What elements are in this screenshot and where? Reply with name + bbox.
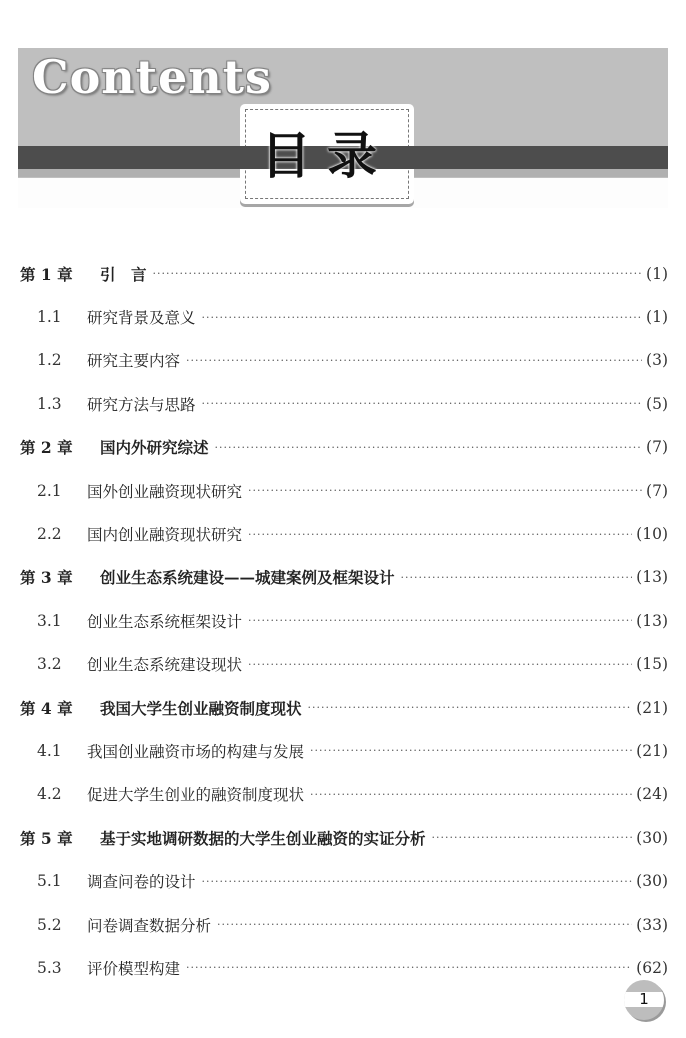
entry-title: 研究背景及意义 <box>87 309 196 328</box>
entry-number: 1.3 <box>37 394 62 413</box>
entry-number: 第 3 章 <box>20 568 73 588</box>
entry-title: 我国创业融资市场的构建与发展 <box>87 742 305 761</box>
dot-leader <box>248 528 632 541</box>
page-title: 目录 <box>261 126 393 185</box>
entry-number: 4.1 <box>37 741 62 760</box>
entry-title: 创业生态系统建设现状 <box>87 656 243 675</box>
page-number-badge <box>624 980 664 1020</box>
dot-leader <box>401 571 633 584</box>
toc-section-entry[interactable] <box>20 946 668 989</box>
entry-number: 2.2 <box>37 525 62 544</box>
entry-title: 基于实地调研数据的大学生创业融资的实证分析 <box>100 828 426 848</box>
toc-section-entry[interactable] <box>20 512 668 555</box>
toc-section-entry[interactable] <box>20 339 668 382</box>
entry-title: 评价模型构建 <box>87 959 181 978</box>
toc-section-entry[interactable] <box>20 469 668 512</box>
toc-section-entry[interactable] <box>20 903 668 946</box>
entry-number: 第 2 章 <box>20 438 73 458</box>
entry-page: (30) <box>636 828 668 847</box>
entry-title: 研究方法与思路 <box>87 395 196 414</box>
entry-title: 促进大学生创业的融资制度现状 <box>87 786 305 805</box>
toc-section-entry[interactable] <box>20 773 668 816</box>
entry-number: 4.2 <box>37 785 62 804</box>
entry-title: 调查问卷的设计 <box>87 873 196 892</box>
toc-chapter-entry[interactable] <box>20 426 668 469</box>
page-number: 1 <box>639 990 649 1008</box>
entry-number: 3.1 <box>37 611 62 630</box>
entry-page: (33) <box>636 915 668 934</box>
entry-number: 5.1 <box>37 872 62 891</box>
entry-title: 研究主要内容 <box>87 352 181 371</box>
toc-chapter-entry[interactable] <box>20 252 668 295</box>
entry-title: 国外创业融资现状研究 <box>87 482 243 501</box>
entry-number: 5.2 <box>37 915 62 934</box>
entry-title: 国内外研究综述 <box>100 438 209 458</box>
title-box <box>240 104 414 204</box>
toc-chapter-entry[interactable] <box>20 816 668 859</box>
dot-leader <box>310 788 632 801</box>
contents-title: Contents <box>32 50 272 104</box>
dot-leader <box>202 397 643 410</box>
entry-page: (30) <box>636 872 668 891</box>
entry-page: (15) <box>636 655 668 674</box>
dot-leader <box>153 267 643 280</box>
entry-page: (7) <box>646 481 668 500</box>
entry-title: 创业生态系统框架设计 <box>87 612 243 631</box>
dot-leader <box>186 354 642 367</box>
entry-page: (1) <box>646 308 668 327</box>
toc-section-entry[interactable] <box>20 599 668 642</box>
toc-section-entry[interactable] <box>20 295 668 338</box>
entry-number: 第 5 章 <box>20 828 73 848</box>
entry-title: 问卷调查数据分析 <box>87 916 212 935</box>
entry-page: (1) <box>646 264 668 283</box>
entry-page: (5) <box>646 394 668 413</box>
dot-leader <box>248 484 642 497</box>
toc-chapter-entry[interactable] <box>20 556 668 599</box>
dot-leader <box>248 658 632 671</box>
entry-number: 1.1 <box>37 308 62 327</box>
entry-title: 我国大学生创业融资制度现状 <box>100 698 302 718</box>
table-of-contents <box>20 252 668 990</box>
entry-number: 1.2 <box>37 351 62 370</box>
dot-leader <box>308 701 633 714</box>
entry-number: 3.2 <box>37 655 62 674</box>
entry-title: 国内创业融资现状研究 <box>87 526 243 545</box>
entry-number: 第 4 章 <box>20 698 73 718</box>
dot-leader <box>432 831 633 844</box>
toc-section-entry[interactable] <box>20 643 668 686</box>
toc-section-entry[interactable] <box>20 859 668 902</box>
entry-page: (21) <box>636 698 668 717</box>
entry-page: (13) <box>636 568 668 587</box>
toc-chapter-entry[interactable] <box>20 686 668 729</box>
entry-page: (13) <box>636 611 668 630</box>
dot-leader <box>217 918 632 931</box>
dot-leader <box>202 311 643 324</box>
entry-title: 引 言 <box>100 264 147 284</box>
entry-number: 5.3 <box>37 958 62 977</box>
entry-page: (3) <box>646 351 668 370</box>
toc-section-entry[interactable] <box>20 382 668 425</box>
dot-leader <box>202 875 633 888</box>
entry-number: 第 1 章 <box>20 264 73 284</box>
entry-page: (24) <box>636 785 668 804</box>
entry-page: (10) <box>636 525 668 544</box>
dot-leader <box>215 441 643 454</box>
entry-page: (62) <box>636 958 668 977</box>
dot-leader <box>248 614 632 627</box>
dot-leader <box>310 744 632 757</box>
dot-leader <box>186 961 632 974</box>
entry-number: 2.1 <box>37 481 62 500</box>
entry-page: (7) <box>646 438 668 457</box>
toc-section-entry[interactable] <box>20 729 668 772</box>
entry-title: 创业生态系统建设——城建案例及框架设计 <box>100 568 395 588</box>
entry-page: (21) <box>636 741 668 760</box>
